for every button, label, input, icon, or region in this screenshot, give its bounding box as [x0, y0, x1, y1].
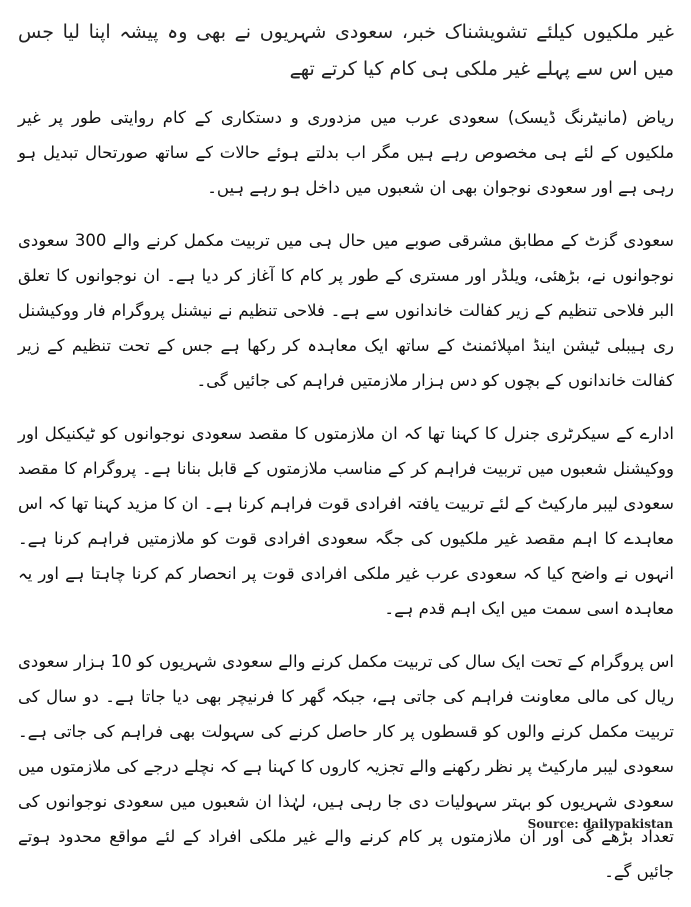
article-paragraph-2: سعودی گزٹ کے مطابق مشرقی صوبے میں حال ہی میں تربیت مکمل کرنے والے 300 سعودی نوجوانوں نے، بڑھئی، ویلڈر اور مستری کے طور پر کام کا آغاز کر دیا ہے۔ ان نوجوانوں کا تعلق البر فلاحی تنظیم کے زیر کفالت خاندانوں سے ہے۔ فلاحی تنظیم نے نیشنل پروگرام فار ووکیشنل ری ہیبلی ٹیشن اینڈ امپلائمنٹ کے ساتھ ایک معاہدہ کر رکھا ہے جس کے تحت تنظیم کے زیر کفالت خاندانوں کے بچوں کو دس ہزار ملازمتیں فراہم کی جائیں گی۔	[18, 231, 674, 390]
article-paragraph-1: ریاض (مانیٹرنگ ڈیسک) سعودی عرب میں مزدوری و دستکاری کے کام روایتی طور پر غیر ملکیوں کے لئے ہی مخصوص رہے ہیں مگر اب بدلتے ہوئے حالات کے ساتھ صورتحال تبدیل ہو رہی ہے اور سعودی نوجوان بھی ان شعبوں میں داخل ہو رہے ہیں۔	[18, 108, 674, 197]
article-paragraph-4: اس پروگرام کے تحت ایک سال کی تربیت مکمل کرنے والے سعودی شہریوں کو 10 ہزار سعودی ریال کی مالی معاونت فراہم کی جاتی ہے، جبکہ گھر کا فرنیچر بھی دیا جاتا ہے۔ دو سال کی تربیت مکمل کرنے والوں کو قسطوں پر کار حاصل کرنے کی سہولت بھی فراہم کی جاتی ہے۔ سعودی لیبر مارکیٹ پر نظر رکھنے والے تجزیہ کاروں کا کہنا ہے کہ نچلے درجے کی ملازمتوں میں سعودی شہریوں کو بہتر سہولیات دی جا رہی ہیں، لہٰذا ان شعبوں میں سعودی نوجوانوں کی تعداد بڑھے گی اور ان ملازمتوں پر کام کرنے والے غیر ملکی افراد کے لئے مواقع محدود ہوتے جائیں گے۔	[18, 652, 674, 881]
news-article	[18, 14, 674, 907]
source-credit: Source: dailypakistan	[527, 817, 673, 831]
article-headline: غیر ملکیوں کیلئے تشویشناک خبر، سعودی شہریوں نے بھی وہ پیشہ اپنا لیا جس میں اس سے پہلے غیر ملکی ہی کام کیا کرتے تھے	[18, 21, 674, 80]
article-paragraph-3: ادارے کے سیکرٹری جنرل کا کہنا تھا کہ ان ملازمتوں کا مقصد سعودی نوجوانوں کو ٹیکنیکل اور ووکیشنل شعبوں میں تربیت فراہم کر کے مناسب ملازمتوں کے قابل بنانا ہے۔ پروگرام کا مقصد سعودی لیبر مارکیٹ کے لئے تربیت یافتہ افرادی قوت فراہم کرنا ہے۔ ان کا مزید کہنا تھا کہ اس معاہدے کا اہم مقصد غیر ملکیوں کی جگہ سعودی افرادی قوت کو ملازمتیں فراہم کرنا ہے۔ انہوں نے واضح کیا کہ سعودی عرب غیر ملکی افرادی قوت پر انحصار کم کرنا چاہتا ہے اور یہ معاہدہ اسی سمت میں ایک اہم قدم ہے۔	[18, 424, 674, 618]
